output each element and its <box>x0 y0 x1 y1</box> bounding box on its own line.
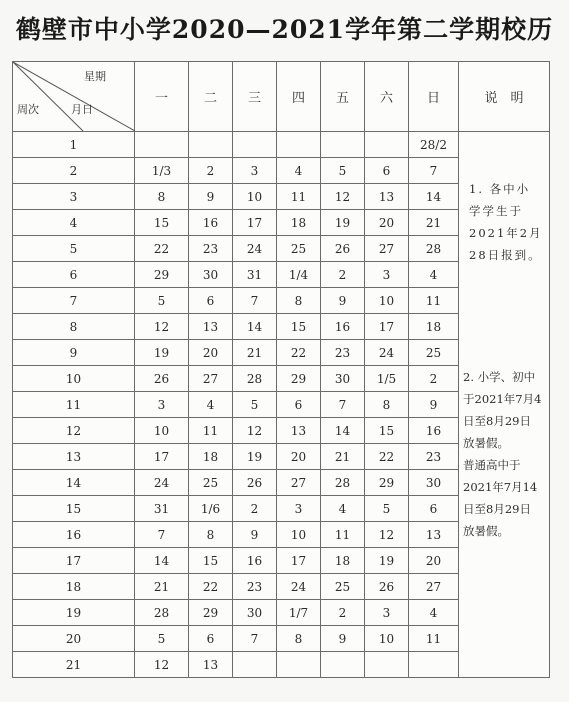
date-cell: 29 <box>277 366 321 392</box>
date-cell: 21 <box>321 444 365 470</box>
date-cell: 15 <box>277 314 321 340</box>
date-cell <box>233 652 277 678</box>
date-cell: 15 <box>135 210 189 236</box>
date-cell: 24 <box>277 574 321 600</box>
date-cell: 8 <box>277 288 321 314</box>
date-cell <box>233 132 277 158</box>
date-cell: 2 <box>321 600 365 626</box>
date-cell: 2 <box>409 366 459 392</box>
date-cell <box>277 652 321 678</box>
date-cell: 30 <box>321 366 365 392</box>
note-line: 普通高中于 <box>463 458 521 472</box>
week-number-cell: 1 <box>13 132 135 158</box>
date-cell: 28 <box>135 600 189 626</box>
date-cell: 3 <box>365 262 409 288</box>
date-cell: 18 <box>321 548 365 574</box>
date-cell <box>277 132 321 158</box>
date-cell: 16 <box>189 210 233 236</box>
date-cell: 31 <box>233 262 277 288</box>
date-cell: 20 <box>409 548 459 574</box>
week-number-cell: 14 <box>13 470 135 496</box>
date-cell: 18 <box>189 444 233 470</box>
note-line: 日至8月29日 <box>463 502 531 516</box>
date-cell: 20 <box>365 210 409 236</box>
date-cell: 5 <box>365 496 409 522</box>
day-header: 六 <box>365 62 409 132</box>
date-cell: 27 <box>277 470 321 496</box>
note-line: 28日报到。 <box>469 248 542 262</box>
note-line: 2021年2月 <box>469 226 543 240</box>
note-line: 2. 小学、初中 <box>463 370 536 384</box>
date-cell: 9 <box>321 626 365 652</box>
date-cell: 11 <box>321 522 365 548</box>
date-cell: 18 <box>277 210 321 236</box>
day-header: 日 <box>409 62 459 132</box>
date-cell: 10 <box>365 626 409 652</box>
date-cell: 4 <box>321 496 365 522</box>
date-cell: 26 <box>365 574 409 600</box>
date-cell: 3 <box>233 158 277 184</box>
week-number-cell: 4 <box>13 210 135 236</box>
date-cell: 14 <box>233 314 277 340</box>
date-cell: 19 <box>233 444 277 470</box>
date-cell: 20 <box>277 444 321 470</box>
week-number-cell: 9 <box>13 340 135 366</box>
week-number-cell: 21 <box>13 652 135 678</box>
date-cell: 22 <box>277 340 321 366</box>
date-cell: 18 <box>409 314 459 340</box>
date-cell: 23 <box>233 574 277 600</box>
date-cell: 9 <box>321 288 365 314</box>
date-cell: 12 <box>365 522 409 548</box>
date-cell <box>365 132 409 158</box>
week-number-cell: 10 <box>13 366 135 392</box>
date-cell <box>409 652 459 678</box>
diagonal-lines <box>13 62 135 131</box>
corner-week-label: 周次 <box>17 103 39 116</box>
date-cell: 2 <box>189 158 233 184</box>
date-cell: 2 <box>233 496 277 522</box>
week-number-cell: 15 <box>13 496 135 522</box>
date-cell: 12 <box>135 314 189 340</box>
date-cell: 6 <box>409 496 459 522</box>
week-number-cell: 16 <box>13 522 135 548</box>
date-cell <box>321 132 365 158</box>
date-cell: 8 <box>277 626 321 652</box>
date-cell: 10 <box>233 184 277 210</box>
date-cell: 8 <box>189 522 233 548</box>
table-row <box>13 132 550 158</box>
week-number-cell: 8 <box>13 314 135 340</box>
date-cell: 5 <box>135 626 189 652</box>
week-number-cell: 18 <box>13 574 135 600</box>
date-cell: 13 <box>277 418 321 444</box>
date-cell: 12 <box>233 418 277 444</box>
date-cell: 8 <box>135 184 189 210</box>
date-cell: 29 <box>135 262 189 288</box>
week-number-cell: 11 <box>13 392 135 418</box>
date-cell: 25 <box>321 574 365 600</box>
note-line: 2021年7月14 <box>463 480 538 494</box>
date-cell: 1/6 <box>189 496 233 522</box>
date-cell: 1/3 <box>135 158 189 184</box>
corner-header-cell <box>13 62 135 132</box>
date-cell: 4 <box>409 600 459 626</box>
date-cell: 11 <box>409 626 459 652</box>
date-cell <box>365 652 409 678</box>
date-cell: 30 <box>233 600 277 626</box>
week-number-cell: 19 <box>13 600 135 626</box>
date-cell: 6 <box>189 626 233 652</box>
day-header: 二 <box>189 62 233 132</box>
date-cell: 15 <box>189 548 233 574</box>
date-cell: 6 <box>189 288 233 314</box>
school-calendar-table <box>12 61 550 678</box>
date-cell: 9 <box>233 522 277 548</box>
week-number-cell: 12 <box>13 418 135 444</box>
date-cell: 1/5 <box>365 366 409 392</box>
date-cell: 21 <box>233 340 277 366</box>
date-cell: 2 <box>321 262 365 288</box>
date-cell: 21 <box>135 574 189 600</box>
date-cell <box>321 652 365 678</box>
day-header: 一 <box>135 62 189 132</box>
date-cell <box>189 132 233 158</box>
date-cell: 27 <box>189 366 233 392</box>
date-cell: 22 <box>189 574 233 600</box>
week-number-cell: 6 <box>13 262 135 288</box>
date-cell: 14 <box>135 548 189 574</box>
date-cell: 7 <box>233 626 277 652</box>
date-cell: 9 <box>189 184 233 210</box>
date-cell: 19 <box>365 548 409 574</box>
date-cell: 13 <box>189 314 233 340</box>
note-line: 放暑假。 <box>463 524 509 538</box>
note-line: 1. 各中小 <box>469 182 531 196</box>
date-cell: 17 <box>365 314 409 340</box>
date-cell: 28 <box>409 236 459 262</box>
date-cell: 29 <box>189 600 233 626</box>
date-cell: 21 <box>409 210 459 236</box>
date-cell: 7 <box>135 522 189 548</box>
date-cell: 24 <box>135 470 189 496</box>
date-cell: 24 <box>365 340 409 366</box>
date-cell: 5 <box>233 392 277 418</box>
note-registration <box>463 178 545 266</box>
week-number-cell: 13 <box>13 444 135 470</box>
date-cell: 8 <box>365 392 409 418</box>
week-number-cell: 17 <box>13 548 135 574</box>
date-cell: 4 <box>409 262 459 288</box>
date-cell: 20 <box>189 340 233 366</box>
date-cell: 25 <box>189 470 233 496</box>
calendar-body <box>13 132 550 678</box>
date-cell: 10 <box>365 288 409 314</box>
note-line: 学学生于 <box>469 204 523 218</box>
date-cell: 28 <box>321 470 365 496</box>
date-cell: 19 <box>321 210 365 236</box>
date-cell: 10 <box>135 418 189 444</box>
date-cell: 29 <box>365 470 409 496</box>
date-cell: 4 <box>189 392 233 418</box>
date-cell: 22 <box>365 444 409 470</box>
date-cell: 3 <box>365 600 409 626</box>
date-cell: 16 <box>409 418 459 444</box>
date-cell: 23 <box>321 340 365 366</box>
date-cell: 30 <box>409 470 459 496</box>
date-cell: 28 <box>233 366 277 392</box>
corner-date-label: 月日 <box>71 103 93 116</box>
header-row <box>13 62 550 132</box>
note-line: 放暑假。 <box>463 436 509 450</box>
date-cell: 7 <box>321 392 365 418</box>
corner-weekday-label: 星期 <box>84 70 106 83</box>
week-number-cell: 5 <box>13 236 135 262</box>
notes-header: 说 明 <box>459 62 550 132</box>
date-cell: 12 <box>321 184 365 210</box>
date-cell: 3 <box>277 496 321 522</box>
note-summer-vacation <box>463 366 545 542</box>
date-cell: 13 <box>409 522 459 548</box>
date-cell: 23 <box>189 236 233 262</box>
date-cell: 11 <box>189 418 233 444</box>
date-cell: 30 <box>189 262 233 288</box>
date-cell: 1/4 <box>277 262 321 288</box>
date-cell: 12 <box>135 652 189 678</box>
date-cell: 28/2 <box>409 132 459 158</box>
date-cell: 16 <box>233 548 277 574</box>
day-header: 五 <box>321 62 365 132</box>
date-cell: 7 <box>409 158 459 184</box>
date-cell: 6 <box>365 158 409 184</box>
date-cell: 9 <box>409 392 459 418</box>
date-cell: 19 <box>135 340 189 366</box>
date-cell: 11 <box>277 184 321 210</box>
date-cell: 5 <box>321 158 365 184</box>
date-cell: 26 <box>321 236 365 262</box>
week-number-cell: 7 <box>13 288 135 314</box>
date-cell: 27 <box>409 574 459 600</box>
notes-cell <box>459 132 550 678</box>
date-cell: 23 <box>409 444 459 470</box>
page-title: 鹤壁市中小学2020—2021学年第二学期校历 <box>15 15 554 44</box>
date-cell: 22 <box>135 236 189 262</box>
note-line: 于2021年7月4 <box>463 392 542 406</box>
date-cell: 17 <box>233 210 277 236</box>
week-number-cell: 2 <box>13 158 135 184</box>
date-cell: 4 <box>277 158 321 184</box>
date-cell: 25 <box>409 340 459 366</box>
week-number-cell: 20 <box>13 626 135 652</box>
date-cell: 6 <box>277 392 321 418</box>
date-cell: 10 <box>277 522 321 548</box>
date-cell: 26 <box>233 470 277 496</box>
day-header: 四 <box>277 62 321 132</box>
date-cell: 25 <box>277 236 321 262</box>
date-cell: 17 <box>135 444 189 470</box>
day-header: 三 <box>233 62 277 132</box>
date-cell: 17 <box>277 548 321 574</box>
note-line: 日至8月29日 <box>463 414 531 428</box>
date-cell: 13 <box>365 184 409 210</box>
date-cell: 27 <box>365 236 409 262</box>
date-cell: 11 <box>409 288 459 314</box>
date-cell: 16 <box>321 314 365 340</box>
date-cell: 14 <box>321 418 365 444</box>
date-cell: 14 <box>409 184 459 210</box>
date-cell <box>135 132 189 158</box>
date-cell: 13 <box>189 652 233 678</box>
date-cell: 15 <box>365 418 409 444</box>
date-cell: 7 <box>233 288 277 314</box>
week-number-cell: 3 <box>13 184 135 210</box>
date-cell: 31 <box>135 496 189 522</box>
date-cell: 26 <box>135 366 189 392</box>
date-cell: 24 <box>233 236 277 262</box>
date-cell: 5 <box>135 288 189 314</box>
date-cell: 1/7 <box>277 600 321 626</box>
date-cell: 3 <box>135 392 189 418</box>
